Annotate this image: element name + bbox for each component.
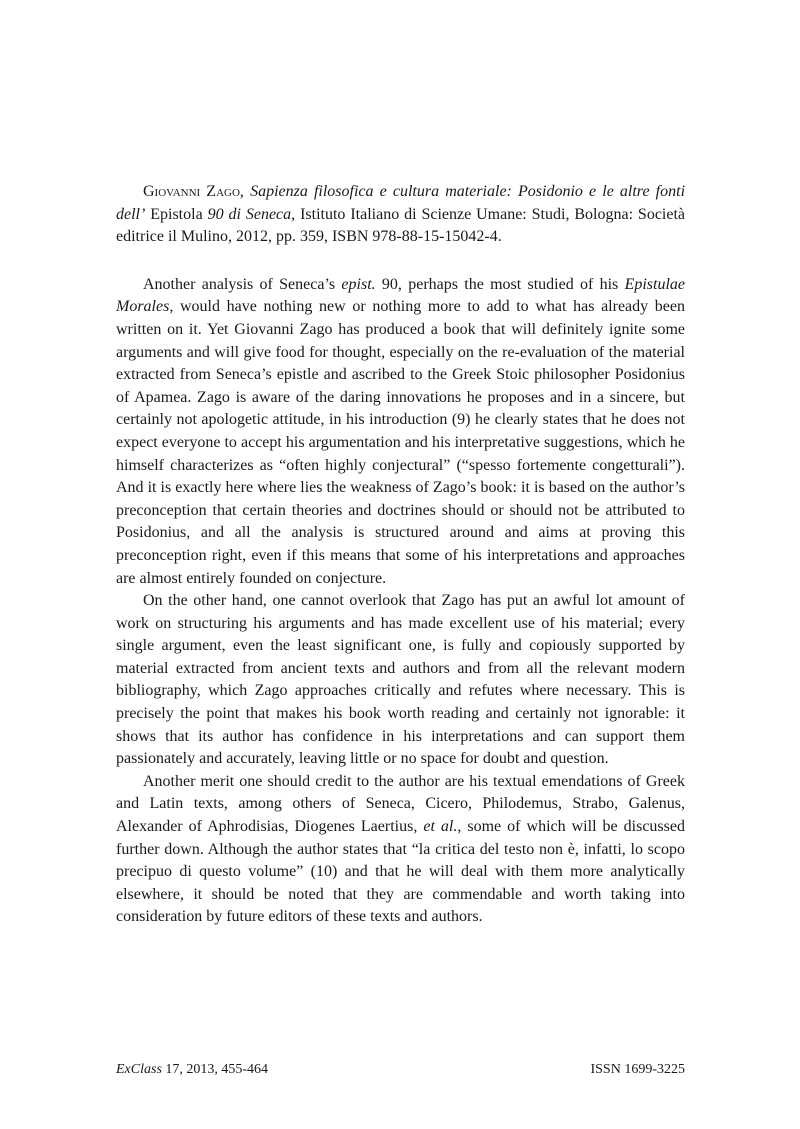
footer-journal-name: ExClass — [116, 1062, 162, 1077]
footer-issn: ISSN 1699-3225 — [590, 1062, 685, 1077]
citation-author: Giovanni Zago — [143, 183, 240, 200]
review-page — [116, 181, 685, 929]
citation-title-italic-2: 90 di Seneca — [207, 205, 292, 223]
paragraph-1-text-e: , would have nothing new or nothing more to add to what has already been written on it. Yet Giovanni Zago has produced a book that will definitely ignite some arguments and will give food for thought, especially on the re-evaluation of the material extracted from Seneca’s epistle and ascribed to the Greek Stoic philosopher Posidonius of Apamea. Zago is aware of the daring innovations he proposes and in a sincere, but certainly not apologetic attitude, in his introduction (9) he clearly states that he does not expect everyone to accept his argumentation and his interpretative suggestions, which he himself characterizes as “often highly conjectural” (“spesso fortemente congetturali”). And it is exactly here where lies the weakness of Zago’s book: it is based on the author’s preconception that certain theories and doctrines should or should not be attributed to Posidonius, and all the analysis is structured around and aims at proving this preconception right, even if this means that some of his interpretations and approaches are almost entirely founded on conjecture. — [116, 298, 685, 587]
paragraph-3-italic-etal: et al. — [423, 818, 458, 836]
page-footer — [116, 1061, 685, 1079]
paragraph-3-text-c: , some of which will be discussed further down. Although the author states that “la critica del testo non è, infatti, lo scopo precipuo di questo volume” (10) and that he will deal with them more analytically elsewhere, it should be noted that they are commendable and worth taking into consideration by future editors of these texts and authors. — [116, 818, 685, 926]
citation-separator: , — [239, 183, 251, 200]
paragraph-3-text-a: Another merit one should credit to the author are his textual emendations of Greek and Latin texts, among others of Seneca, Cicero, Philodemus, Strabo, Galenus, Alexander of Aphrodisias, Diogenes Laertius, — [116, 772, 685, 836]
paragraph-2: On the other hand, one cannot overlook that Zago has put an awful lot amount of work on structuring his arguments and has made excellent use of his material; every single argument, even the least significant one, is fully and copiously supported by material extracted from ancient texts and authors and from all the relevant modern bibliography, which Zago approaches critically and refutes where necessary. This is precisely the point that makes his book worth reading and certainly not ignorable: it shows that its author has confidence in his interpretations and can support them passionately and accurately, leaving little or no space for doubt and question. — [116, 592, 685, 768]
paragraph-1 — [116, 274, 685, 590]
paragraph-3 — [116, 771, 685, 929]
footer-journal-info — [116, 1061, 268, 1079]
paragraph-1-text-a: Another analysis of Seneca’s — [143, 275, 342, 293]
paragraph-1-italic-title: Epistulae Morales — [116, 275, 685, 316]
citation-publisher-info: , Istituto Italiano di Scienze Umane: Studi, Bologna: Società editrice il Mulino, 2012, pp. 359, ISBN 978-88-15-15042-4. — [116, 205, 686, 246]
citation-title-upright: Epistola — [145, 205, 208, 223]
review-body — [116, 274, 685, 929]
paragraph-1-text-c: 90, perhaps the most studied of his — [375, 275, 625, 293]
citation-title-italic: Sapienza filosofica e cultura materiale: Posidonio e le altre fonti dell’ — [116, 183, 686, 223]
footer-volume-info: 17, 2013, 455-464 — [161, 1062, 269, 1077]
paragraph-1-italic-epist: epist. — [341, 275, 376, 293]
book-citation — [116, 181, 685, 249]
